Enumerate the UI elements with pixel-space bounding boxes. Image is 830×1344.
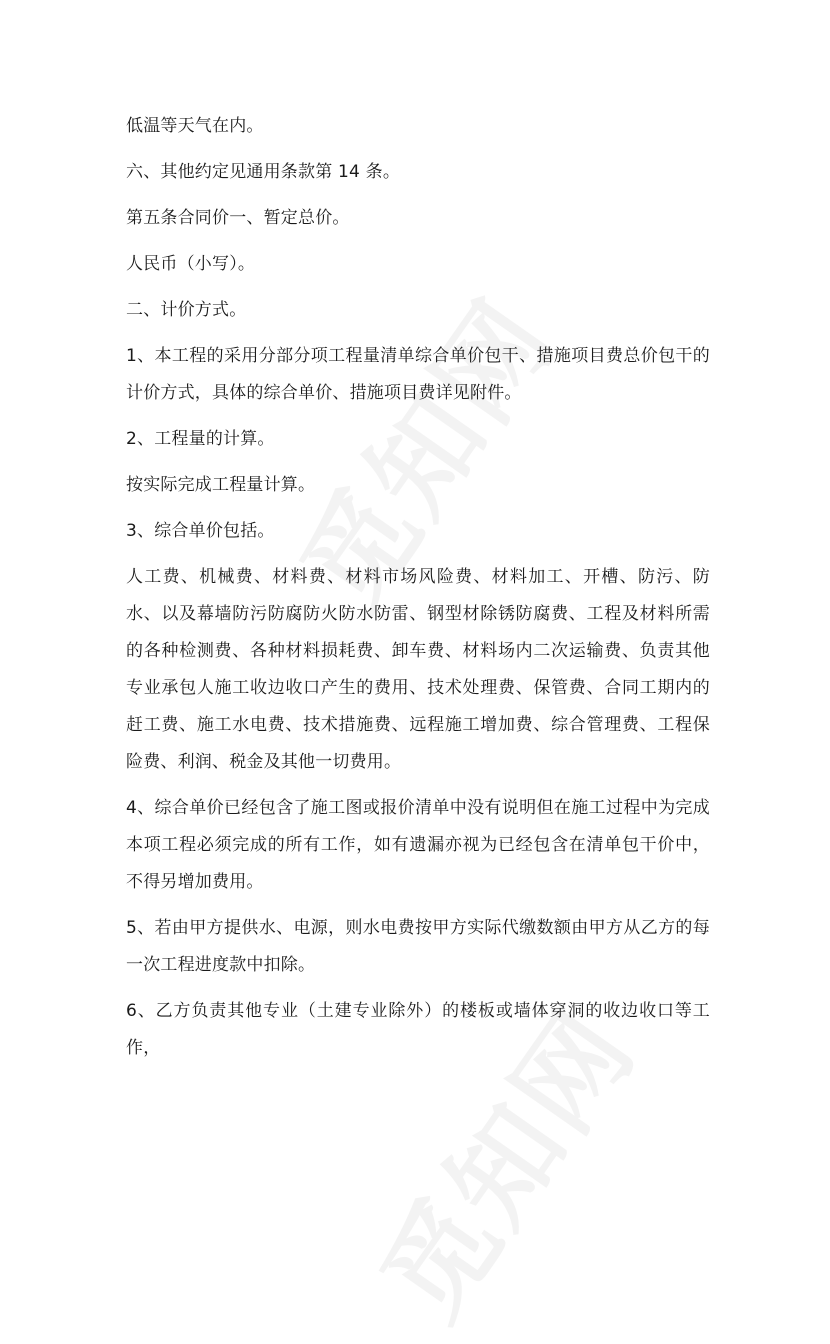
paragraph: 2、工程量的计算。 [126, 429, 275, 449]
paragraph: 1、本工程的采用分部分项工程量清单综合单价包干、措施项目费总价包干的计价方式，具体的综合单价、措施项目费详见附件。 [126, 346, 710, 403]
paragraph: 二、计价方式。 [126, 300, 247, 320]
paragraph: 六、其他约定见通用条款第 14 条。 [126, 162, 401, 182]
paragraph: 5、若由甲方提供水、电源，则水电费按甲方实际代缴数额由甲方从乙方的每一次工程进度款中扣除。 [126, 918, 710, 975]
paragraph: 人民币（小写）。 [126, 254, 256, 274]
paragraph: 4、综合单价已经包含了施工图或报价清单中没有说明但在施工过程中为完成本项工程必须完成的所有工作，如有遗漏亦视为已经包含在清单包干价中，不得另增加费用。 [126, 798, 710, 892]
document-body [126, 108, 710, 1076]
paragraph: 人工费、机械费、材料费、材料市场风险费、材料加工、开槽、防污、防水、以及幕墙防污防腐防火防水防雷、钢型材除锈防腐费、工程及材料所需的各种检测费、各种材料损耗费、卸车费、材料场内二次运输费、负责其他专业承包人施工收边收口产生的费用、技术处理费、保管费、合同工期内的赶工费、施工水电费、技术措施费、远程施工增加费、综合管理费、工程保险费、利润、税金及其他一切费用。 [126, 567, 710, 772]
paragraph: 3、综合单价包括。 [126, 521, 275, 541]
paragraph: 按实际完成工程量计算。 [126, 475, 316, 495]
paragraph: 第五条合同价一、暂定总价。 [126, 208, 350, 228]
paragraph: 低温等天气在内。 [126, 116, 264, 136]
paragraph: 6、乙方负责其他专业（土建专业除外）的楼板或墙体穿洞的收边收口等工作， [126, 1001, 710, 1058]
